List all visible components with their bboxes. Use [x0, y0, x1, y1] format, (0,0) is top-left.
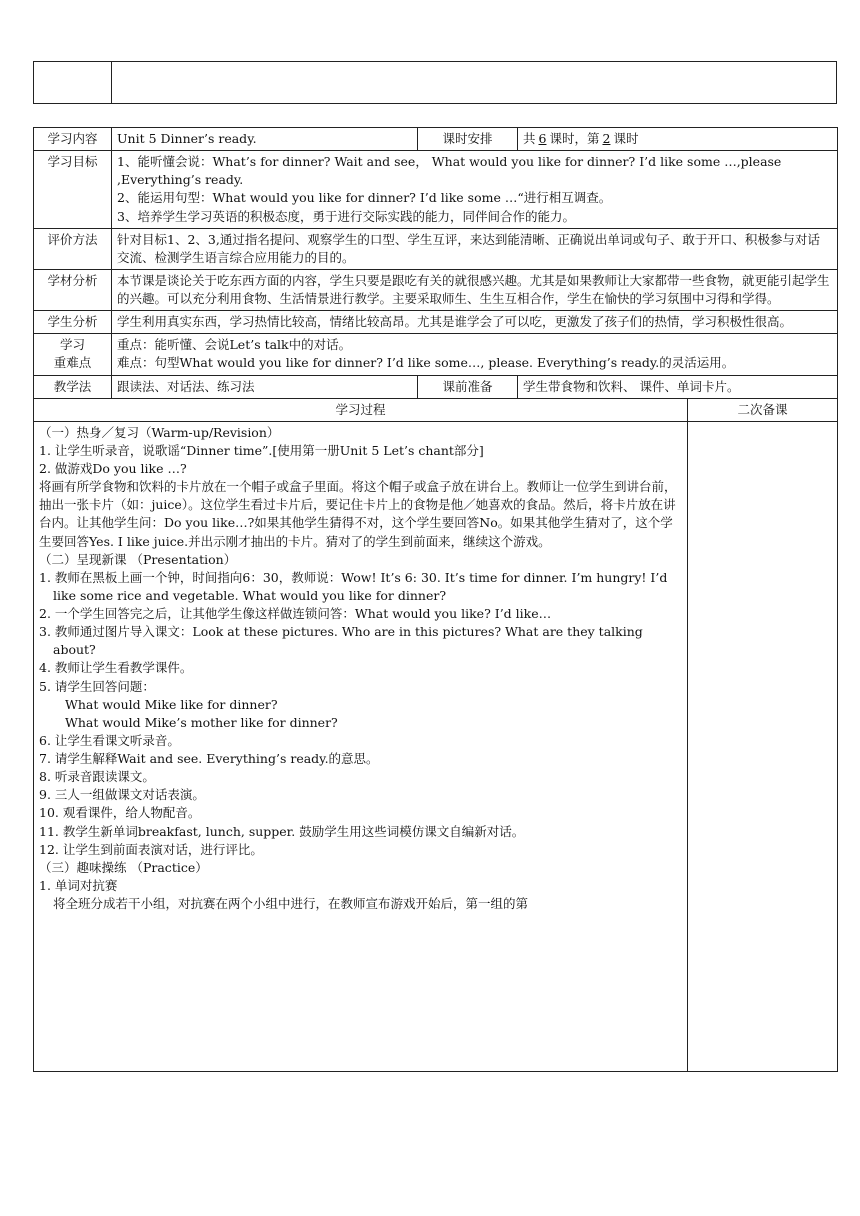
- schedule-current: 2: [602, 131, 611, 146]
- header-cell-left: [34, 62, 112, 104]
- method-label: 教学法: [34, 375, 112, 398]
- step-2-11: 11. 教学生新单词breakfast, lunch, supper. 鼓励学生用这些词模仿课文自编新对话。: [39, 823, 525, 839]
- schedule-total: 6: [538, 131, 547, 146]
- schedule-suffix: 课时: [613, 131, 639, 146]
- difficult-point: 难点：句型What would you like for dinner? I’d like some…, please. Everything’s ready.的灵活运用。: [117, 355, 735, 371]
- section-2-title: （二）呈现新课 （Presentation）: [39, 551, 237, 567]
- schedule-mid: 课时，第: [549, 131, 600, 146]
- row-eval: [34, 228, 838, 269]
- step-2-1: 1. 教师在黑板上画一个钟，时间指向6：30，教师说：Wow! It’s 6: 30. It’s time for dinner. I’m hungry! I’d like some rice and vegetable. What would you like for dinner?: [39, 569, 668, 603]
- student-value: 学生利用真实东西，学习热情比较高，情绪比较高昂。尤其是谁学会了可以吃，更激发了孩子们的热情，学习积极性很高。: [112, 311, 838, 334]
- step-2-5-question-1: What would Mike like for dinner?: [65, 696, 278, 712]
- prep-value: 学生带食物和饮料、 课件、单词卡片。: [518, 375, 838, 398]
- step-1-2-desc: 将画有所学食物和饮料的卡片放在一个帽子或盒子里面。将这个帽子或盒子放在讲台上。教师让一位学生到讲台前，抽出一张卡片（如：juice）。这位学生看过卡片后，要记住卡片上的食物是他／她喜欢的食品。然后，将卡片放在讲台内。让其他学生问：Do you like…?如果其他学生猜得不对，这个学生要回答No。如果其他学生猜对了，这个学生要回答Yes. I like juice.并出示刚才抽出的卡片。猜对了的学生到前面来，继续这个游戏。: [39, 479, 677, 549]
- process-content: [34, 421, 688, 1071]
- row-keypoints: [34, 334, 838, 375]
- student-label: 学生分析: [34, 311, 112, 334]
- header-table: [33, 61, 837, 104]
- row-method: [34, 375, 838, 398]
- step-2-6: 6. 让学生看课文听录音。: [39, 732, 180, 748]
- goal-line-1: 1、能听懂会说：What’s for dinner? Wait and see， What would you like for dinner? I’d like some …,please ,Everything’s ready.: [117, 154, 782, 188]
- step-2-10: 10. 观看课件，给人物配音。: [39, 805, 201, 821]
- step-3-1: 1. 单词对抗赛: [39, 877, 118, 893]
- material-label: 学材分析: [34, 269, 112, 310]
- second-prep-cell: [688, 421, 838, 1071]
- process-header-right: 二次备课: [688, 398, 838, 421]
- material-value: 本节课是谈论关于吃东西方面的内容，学生只要是跟吃有关的就很感兴趣。尤其是如果教师让大家都带一些食物，就更能引起学生的兴趣。可以充分利用食物、生活情景进行教学。主要采取师生、生生互相合作，学生在愉快的学习氛围中习得和学得。: [112, 269, 838, 310]
- step-3-1-desc: 将全班分成若干小组，对抗赛在两个小组中进行，在教师宣布游戏开始后，第一组的第: [53, 896, 529, 911]
- step-2-2: 2. 一个学生回答完之后，让其他学生像这样做连锁问答：What would you like? I’d like…: [39, 606, 552, 621]
- content-label: 学习内容: [34, 128, 112, 151]
- goal-line-2: 2、能运用句型：What would you like for dinner? I’d like some …“进行相互调查。: [117, 190, 612, 206]
- goals-label: 学习目标: [34, 151, 112, 229]
- step-2-7: 7. 请学生解释Wait and see. Everything’s ready.的意思。: [39, 751, 379, 766]
- method-value: 跟读法、对话法、练习法: [112, 375, 418, 398]
- goal-line-3: 3、培养学生学习英语的积极态度，勇于进行交际实践的能力，同伴间合作的能力。: [117, 208, 575, 224]
- goals-value: [112, 151, 838, 229]
- eval-label: 评价方法: [34, 228, 112, 269]
- row-process: [34, 421, 838, 1071]
- row-goals: [34, 151, 838, 229]
- step-2-9: 9. 三人一组做课文对话表演。: [39, 787, 205, 803]
- content-value: Unit 5 Dinner’s ready.: [112, 128, 418, 151]
- keypoints-label-line-1: 学习: [59, 337, 85, 353]
- step-2-3: 3. 教师通过图片导入课文：Look at these pictures. Who are in this pictures? What are they talking about?: [39, 624, 643, 658]
- row-content: [34, 128, 838, 151]
- row-material: [34, 269, 838, 310]
- step-2-12: 12. 让学生到前面表演对话，进行评比。: [39, 841, 263, 857]
- process-header-left: 学习过程: [34, 398, 688, 421]
- step-1-2: 2. 做游戏Do you like …?: [39, 461, 187, 476]
- row-process-header: [34, 398, 838, 421]
- step-2-4: 4. 教师让学生看教学课件。: [39, 660, 193, 676]
- row-student: [34, 311, 838, 334]
- key-point: 重点：能听懂、会说Let’s talk中的对话。: [117, 337, 352, 353]
- keypoints-label-line-2: 重难点: [53, 355, 92, 371]
- keypoints-label: [34, 334, 112, 375]
- section-1-title: （一）热身／复习（Warm-up/Revision）: [39, 424, 280, 440]
- header-cell-right: [112, 62, 837, 104]
- keypoints-value: [112, 334, 838, 375]
- section-3-title: （三）趣味操练 （Practice）: [39, 859, 208, 875]
- step-2-8: 8. 听录音跟读课文。: [39, 769, 155, 785]
- prep-label: 课前准备: [418, 375, 518, 398]
- lesson-plan-table: [33, 127, 838, 1072]
- schedule-value: [518, 128, 838, 151]
- schedule-prefix: 共: [523, 131, 536, 146]
- step-2-5-question-2: What would Mike’s mother like for dinner?: [65, 714, 338, 730]
- step-1-1: 1. 让学生听录音，说歌谣“Dinner time”.[使用第一册Unit 5 Let’s chant部分]: [39, 442, 484, 458]
- schedule-label: 课时安排: [418, 128, 518, 151]
- step-2-5: 5. 请学生回答问题：: [39, 678, 155, 694]
- eval-value: 针对目标1、2、3,通过指名提问、观察学生的口型、学生互评，来达到能清晰、正确说出单词或句子、敢于开口、积极参与对话交流、检测学生语言综合应用能力的目的。: [112, 228, 838, 269]
